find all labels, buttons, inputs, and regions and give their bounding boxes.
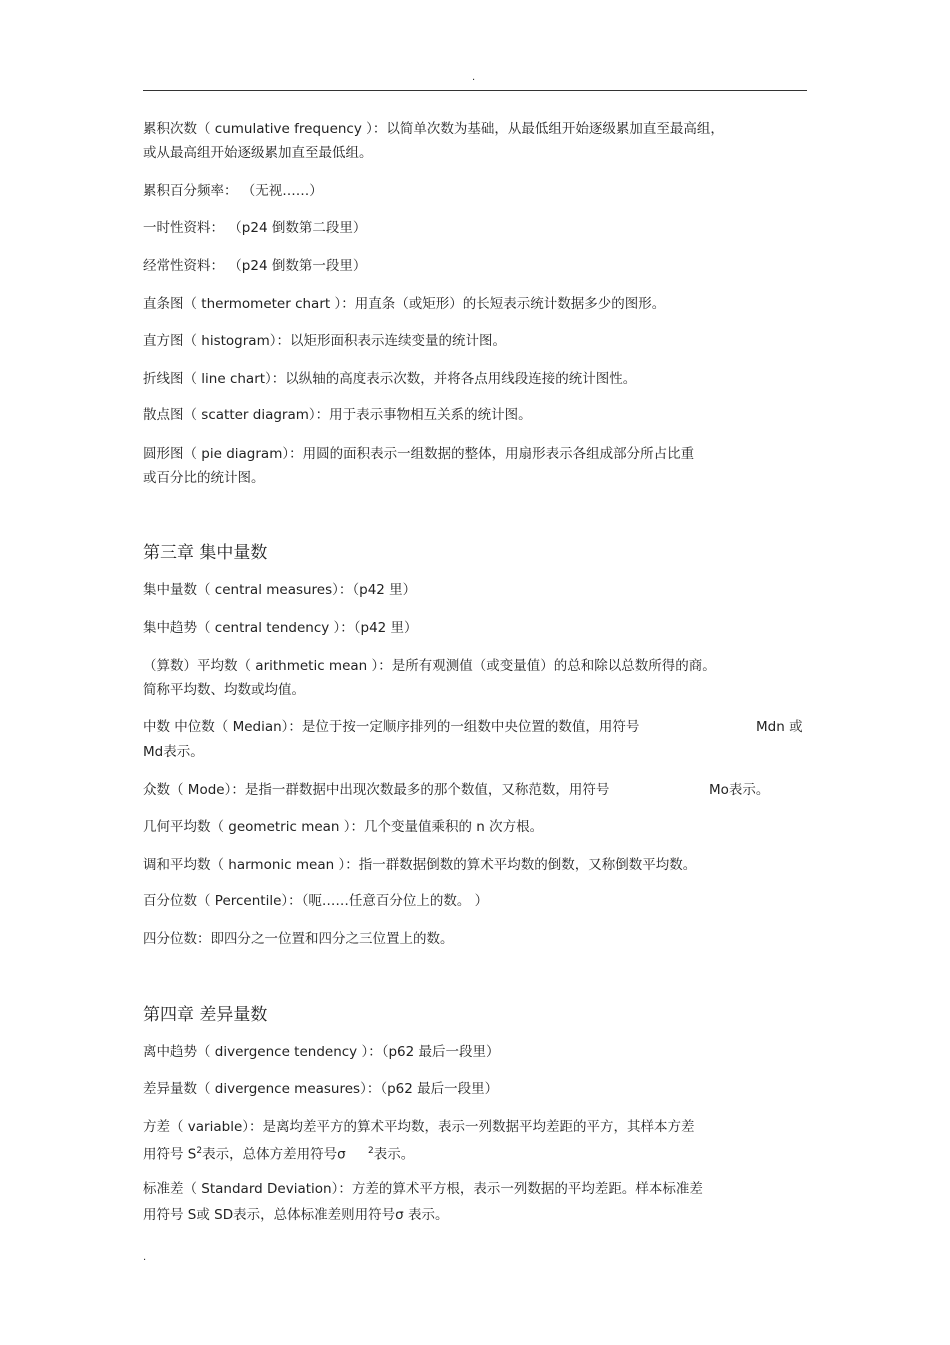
mode-symbol-text: Mo表示。 — [709, 782, 770, 798]
harmonic-mean-line: 调和平均数（ harmonic mean ）：指一群数据倒数的算术平均数的倒数，又称倒数平均数。 — [143, 857, 697, 873]
percentile-line: 百分位数（ Percentile）：（呃……任意百分位上的数。 ） — [143, 893, 489, 909]
cumulative-percent-line: 累积百分频率： （无视……） — [143, 183, 323, 199]
temporary-data-line: 一时性资料： （p24 倒数第二段里） — [143, 220, 367, 236]
median-line-2: Md表示。 — [143, 744, 204, 760]
central-tendency-line: 集中趋势（ central tendency ）：（p42 里） — [143, 620, 418, 636]
variance-sample-text: 用符号 S — [143, 1146, 197, 1163]
variance-sample-exponent: 2 — [196, 1146, 203, 1156]
geometric-mean-line: 几何平均数（ geometric mean ）：几个变量值乘积的 n 次方根。 — [143, 819, 544, 835]
quartile-line: 四分位数：即四分之一位置和四分之三位置上的数。 — [143, 931, 454, 947]
scatter-diagram-line: 散点图（ scatter diagram）：用于表示事物相互关系的统计图。 — [143, 407, 532, 423]
thermometer-chart-line: 直条图（ thermometer chart ）：用直条（或矩形）的长短表示统计数据多少的图形。 — [143, 296, 666, 312]
regular-data-line: 经常性资料： （p24 倒数第一段里） — [143, 258, 367, 274]
variance-population-exponent: 2 — [367, 1146, 374, 1156]
variance-line-2 — [143, 1139, 807, 1167]
histogram-line: 直方图（ histogram）：以矩形面积表示连续变量的统计图。 — [143, 333, 506, 349]
standard-deviation-line-1: 标准差（ Standard Deviation）：方差的算术平方根，表示一列数据的平均差距。样本标准差 — [143, 1181, 703, 1197]
arithmetic-mean-line-2: 简称平均数、均数或均值。 — [143, 682, 305, 698]
footer-dot: . — [143, 1252, 147, 1263]
median-symbol-text: Mdn 或 — [756, 719, 803, 735]
mode-text: 众数（ Mode）：是指一群数据中出现次数最多的那个数值，又称范数，用符号 — [143, 782, 610, 798]
median-text: 中数 中位数（ Median）：是位于按一定顺序排列的一组数中央位置的数值，用符号 — [143, 719, 640, 735]
header-dot: . — [472, 72, 476, 83]
chapter-4-heading: 第四章 差异量数 — [143, 1005, 268, 1025]
cumulative-frequency-line-2: 或从最高组开始逐级累加直至最低组。 — [143, 145, 373, 161]
central-measures-line: 集中量数（ central measures）：（p42 里） — [143, 582, 417, 598]
mode-line — [143, 778, 807, 802]
chapter-3-heading: 第三章 集中量数 — [143, 543, 268, 563]
variance-line-1: 方差（ variable）：是离均差平方的算术平均数，表示一列数据平均差距的平方，其样本方差 — [143, 1119, 695, 1135]
cumulative-frequency-line-1: 累积次数（ cumulative frequency ）：以简单次数为基础，从最低组开始逐级累加直至最高组， — [143, 121, 724, 137]
pie-diagram-line-1: 圆形图（ pie diagram）：用圆的面积表示一组数据的整体，用扇形表示各组成部分所占比重 — [143, 446, 695, 462]
pie-diagram-line-2: 或百分比的统计图。 — [143, 470, 265, 486]
line-chart-line: 折线图（ line chart）：以纵轴的高度表示次数，并将各点用线段连接的统计图性。 — [143, 371, 637, 387]
divergence-tendency-line: 离中趋势（ divergence tendency ）：（p62 最后一段里） — [143, 1044, 500, 1060]
median-line-1 — [143, 715, 807, 739]
variance-end-text: 表示。 — [373, 1146, 415, 1163]
standard-deviation-line-2: 用符号 S或 SD表示，总体标准差则用符号σ 表示。 — [143, 1207, 449, 1223]
variance-population-text: 表示，总体方差用符号σ — [202, 1146, 346, 1163]
arithmetic-mean-line-1: （算数）平均数（ arithmetic mean ）：是所有观测值（或变量值）的总和除以总数所得的商。 — [143, 658, 716, 674]
divergence-measures-line: 差异量数（ divergence measures）：（p62 最后一段里） — [143, 1081, 499, 1097]
header-rule — [143, 90, 807, 91]
